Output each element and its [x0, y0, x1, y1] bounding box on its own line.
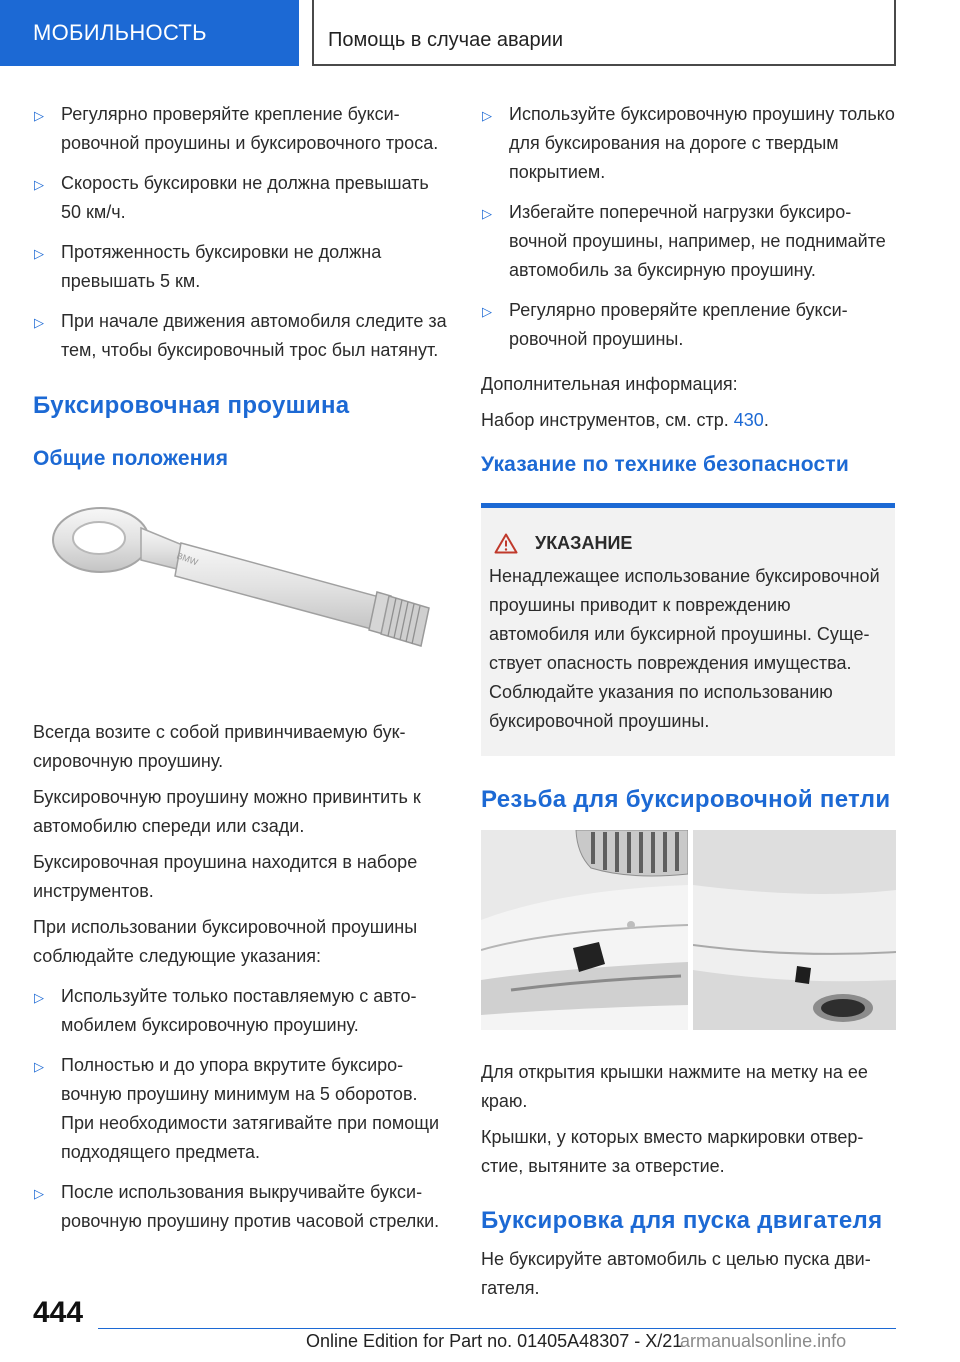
- paragraph: Не буксируйте автомобиль с целью пуска двигателя.: [481, 1249, 871, 1298]
- towing-eye-illustration: [33, 488, 453, 708]
- right-bullet-list: [481, 100, 895, 354]
- paragraph: Крышки, у которых вместо маркировки отверстие, вытяните за отверстие.: [481, 1127, 864, 1176]
- list-item: ▷ При начале движения автомобиля следите за тем, чтобы буксировочный трос был натянут.: [33, 307, 453, 365]
- svg-text:BMW: BMW: [175, 550, 200, 568]
- list-item: ▷ Скорость буксировки не должна превышать 50 км/ч.: [33, 169, 453, 227]
- list-item: ▷ Избегайте поперечной нагрузки буксировочной проушины, например, не поднимайте автомобиль за буксирную проушину.: [481, 198, 895, 285]
- triangle-bullet-icon: ▷: [482, 108, 492, 123]
- watermark: armanualsonline.info: [680, 1331, 847, 1351]
- triangle-bullet-icon: ▷: [34, 315, 44, 330]
- section-tab: МОБИЛЬНОСТЬ: [0, 0, 299, 66]
- safety-heading: Указание по технике безопасности: [481, 453, 849, 476]
- heading-towing-eye: Буксировочная проушина: [33, 392, 350, 419]
- list-item: ▷ Используйте только поставляемую с автомобилем буксировочную проушину.: [33, 982, 453, 1040]
- warning-icon: [494, 533, 518, 554]
- extra-info-label: Дополнительная информация:: [481, 374, 738, 394]
- paragraph: Буксировочную проушину можно привинтить к автомобилю спереди или сзади.: [33, 787, 421, 836]
- left-bullet-list-bottom: [33, 982, 453, 1236]
- paragraph: Для открытия крышки нажмите на метку на ее краю.: [481, 1062, 868, 1111]
- paragraph: При использовании буксировочной проушины соблюдайте следующие указания:: [33, 917, 418, 966]
- notice-title: УКАЗАНИЕ: [535, 533, 633, 553]
- paragraph: Всегда возите с собой привинчиваемую буксировочную проушину.: [33, 722, 406, 771]
- list-item: ▷ Регулярно проверяйте крепление буксировочной проушины и буксировочного троса.: [33, 100, 453, 158]
- left-bullet-list-top: [33, 100, 453, 365]
- triangle-bullet-icon: ▷: [34, 990, 44, 1005]
- thread-heading: Резьба для буксировочной петли: [481, 786, 891, 813]
- list-item: ▷ Используйте буксировочную проушину только для буксирования на дороге с твердым покрытием.: [481, 100, 895, 187]
- bumper-photos: [481, 830, 895, 1030]
- edition-text: Online Edition for Part no. 01405A48307 - X/21: [306, 1331, 683, 1351]
- triangle-bullet-icon: ▷: [34, 177, 44, 192]
- triangle-bullet-icon: ▷: [482, 206, 492, 221]
- toolkit-reference: Набор инструментов, см. стр. 430.: [481, 410, 769, 430]
- list-item: ▷ Полностью и до упора вкрутите буксировочную проушину минимум на 5 оборотов. При необходимости затягивайте при помощи подходящего предмета.: [33, 1051, 453, 1167]
- triangle-bullet-icon: ▷: [34, 246, 44, 261]
- triangle-bullet-icon: ▷: [482, 304, 492, 319]
- notice-header: [489, 530, 887, 556]
- notice-box: [481, 503, 895, 756]
- page-link[interactable]: 430: [733, 410, 764, 430]
- subheading-general: Общие положения: [33, 447, 229, 470]
- jump-start-heading: Буксировка для пуска двигателя: [481, 1207, 883, 1234]
- triangle-bullet-icon: ▷: [34, 1059, 44, 1074]
- front-bumper-photo: [481, 830, 688, 1030]
- notice-text: Ненадлежащее использование буксировочной проушины приводит к повреждению автомобиля или буксирной проушины. Существует опасность повреждения имущества. Соблюдайте указания по использованию буксировочной проушины.: [489, 566, 880, 731]
- footer-divider: [98, 1328, 896, 1329]
- page-title: Помощь в случае аварии: [312, 0, 896, 66]
- list-item: ▷ После использования выкручивайте буксировочную проушину против часовой стрелки.: [33, 1178, 453, 1236]
- left-column: [33, 100, 453, 1247]
- paragraph: Буксировочная проушина находится в наборе инструментов.: [33, 852, 418, 901]
- list-item: ▷ Регулярно проверяйте крепление буксировочной проушины.: [481, 296, 895, 354]
- triangle-bullet-icon: ▷: [34, 1186, 44, 1201]
- right-column: [481, 100, 895, 1310]
- page-number: 444: [33, 1296, 84, 1329]
- rear-bumper-photo: [693, 830, 896, 1030]
- triangle-bullet-icon: ▷: [34, 108, 44, 123]
- list-item: ▷ Протяженность буксировки не должна превышать 5 км.: [33, 238, 453, 296]
